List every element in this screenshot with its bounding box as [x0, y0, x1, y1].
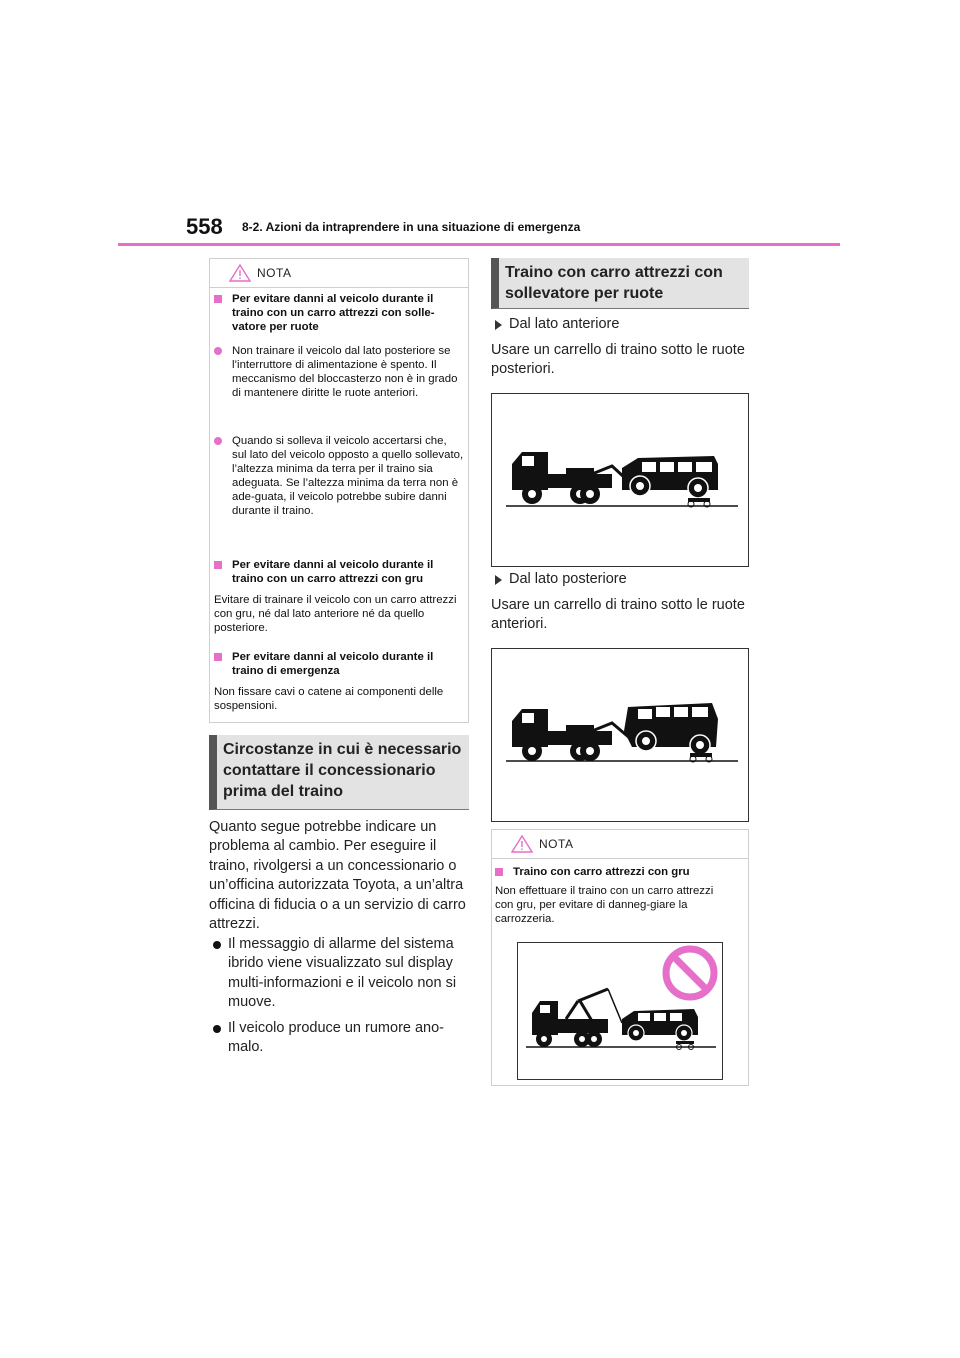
warning-icon	[511, 835, 533, 853]
nota-text: Evitare di trainare il veicolo con un carro attrezzi con gru, né dal lato anteriore né da quello posteriore.	[214, 594, 457, 634]
header-rule	[118, 243, 840, 246]
nota-item: Non trainare il veicolo dal lato posteriore se l’interruttore di alimentazione è spento. Il meccanismo del bloccasterzo non è in grado di mantenere diritte le ruote anteriori.	[214, 344, 464, 400]
nota-item-heading: Per evitare danni al veicolo durante il traino con un carro attrezzi con solle-vatore per ruote	[214, 292, 464, 334]
figure-tow-rear	[491, 648, 749, 822]
heading-text: Circostanze in cui è necessario contattare il concessionario prima del traino	[223, 741, 462, 800]
triangle-marker-icon	[495, 320, 502, 330]
warning-icon	[229, 264, 251, 282]
nota-item-heading: Traino con carro attrezzi con gru	[495, 865, 743, 879]
square-bullet-icon	[495, 868, 503, 876]
nota-text: Non effettuare il traino con un carro attrezzi con gru, per evitare di danneg-giare la carrozzeria.	[495, 885, 714, 925]
crane-tow-illustration	[518, 943, 722, 1079]
nota-label: NOTA	[539, 837, 574, 851]
nota-item-heading: Per evitare danni al veicolo durante il traino con un carro attrezzi con gru	[214, 558, 464, 586]
tow-truck-illustration	[492, 649, 748, 821]
nota-text: Non fissare cavi o catene ai componenti delle sospensioni.	[214, 686, 444, 712]
paragraph: Quanto segue potrebbe indicare un problema al cambio. Per eseguire il traino, rivolgersi a un concessionario o un’officina autorizzata Toyota, a un’altra officina di fiducia o a un servizio di carro attrezzi.	[209, 819, 466, 933]
subheading-rear: Dal lato posteriore	[509, 571, 627, 587]
square-bullet-icon	[214, 653, 222, 661]
triangle-marker-icon	[495, 575, 502, 585]
tow-truck-illustration	[492, 394, 748, 566]
nota-item-heading: Per evitare danni al veicolo durante il traino di emergenza	[214, 650, 464, 678]
heading-text: Traino con carro attrezzi con sollevatore per ruote	[505, 264, 723, 302]
front-text: Usare un carrello di traino sotto le ruote posteriori.	[491, 342, 745, 378]
figure-tow-front	[491, 393, 749, 567]
dot-bullet-icon	[214, 347, 222, 355]
page-number: 558	[186, 214, 223, 239]
nota-header	[210, 259, 468, 288]
section-heading-wheel-lift	[491, 258, 749, 309]
nota-label: NOTA	[257, 266, 292, 280]
figure-crane-prohibited	[517, 942, 723, 1080]
section-heading-dealer	[209, 735, 469, 810]
square-bullet-icon	[214, 561, 222, 569]
section-title: 8-2. Azioni da intraprendere in una situazione di emergenza	[242, 220, 581, 234]
nota-item: Quando si solleva il veicolo accertarsi che, sul lato del veicolo opposto a quello sollevato, l’altezza minima da terra per il traino sia adeguata. Se l’altezza minima da terra non è ade-guata, il veicolo potrebbe subire danni durante il traino.	[214, 434, 464, 518]
nota-header	[492, 830, 748, 859]
bullet-text: Il messaggio di allarme del sistema ibrido viene visualizzato sul display multi-informazioni e il veicolo non si muove.	[228, 936, 457, 1011]
subheading-front: Dal lato anteriore	[509, 316, 620, 332]
square-bullet-icon	[214, 295, 222, 303]
dot-bullet-icon	[214, 437, 222, 445]
rear-text: Usare un carrello di traino sotto le ruote anteriori.	[491, 597, 745, 633]
bullet-text: Il veicolo produce un rumore ano-malo.	[228, 1020, 445, 1056]
bullet-dot-icon	[213, 1025, 221, 1033]
bullet-dot-icon	[213, 941, 221, 949]
